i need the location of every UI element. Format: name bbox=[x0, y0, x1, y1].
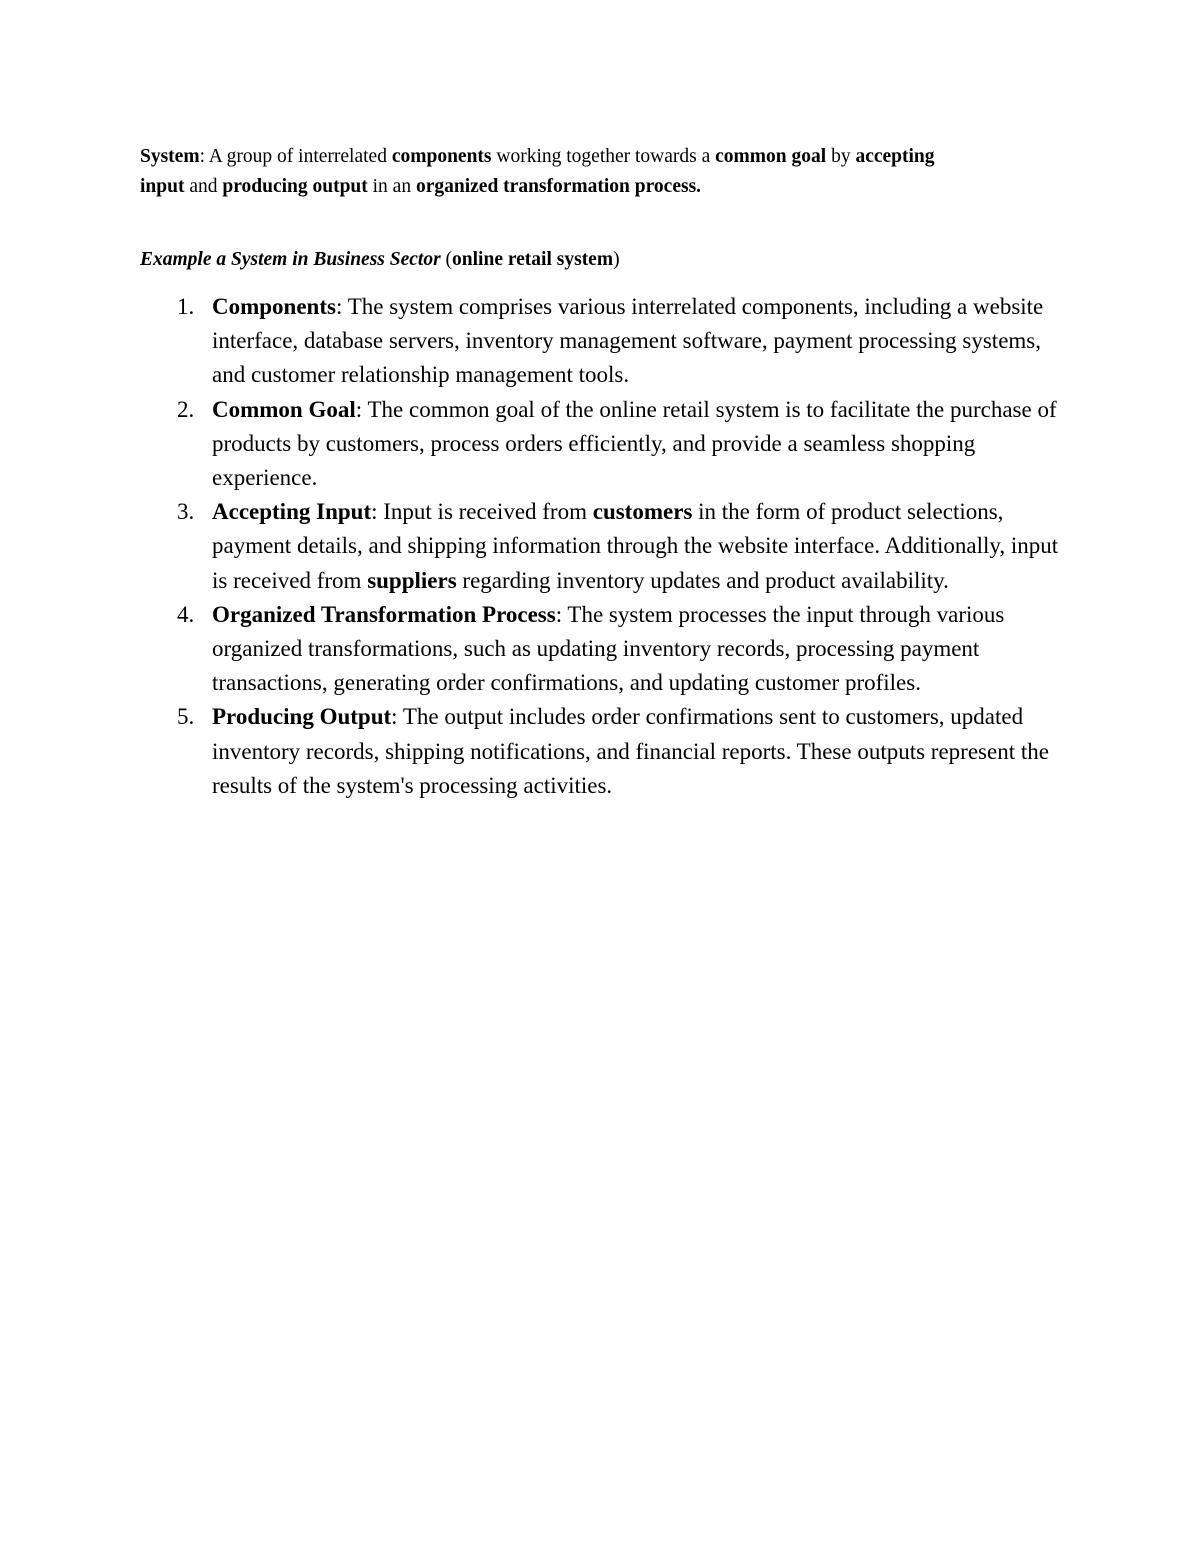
definition-end: . bbox=[696, 175, 702, 197]
example-heading-close: ) bbox=[613, 249, 620, 270]
item-label: Organized Transformation Process bbox=[212, 601, 556, 627]
definition-text: and bbox=[184, 175, 223, 197]
item-text: : Input is received from bbox=[371, 499, 593, 525]
item-label: Producing Output bbox=[212, 704, 392, 730]
definition-text: in an bbox=[367, 175, 416, 197]
list-number: 4. bbox=[177, 601, 195, 627]
list-item-accepting-input bbox=[140, 495, 1060, 598]
list-number: 2. bbox=[177, 396, 195, 422]
list-item-components bbox=[140, 290, 1060, 393]
term-accepting-input: accepting input bbox=[140, 146, 935, 197]
example-heading-bold: online retail system bbox=[452, 249, 614, 270]
term-common-goal: common goal bbox=[715, 146, 827, 167]
term-suppliers: suppliers bbox=[367, 567, 457, 593]
item-text: : The system comprises various interrelated components, including a website interface, database servers, inventory management software, payment processing systems, and customer relationship management tools. bbox=[212, 294, 1044, 388]
list-number: 3. bbox=[177, 499, 195, 525]
example-heading-italic: Example a System in Business Sector bbox=[140, 249, 441, 270]
item-text: : The output includes order confirmations sent to customers, updated inventory records, shipping notifications, and financial reports. These outputs represent the results of the system's processing activities. bbox=[212, 704, 1049, 798]
term-organized-transformation-process: organized transformation process bbox=[415, 175, 697, 197]
term-customers: customers bbox=[592, 499, 693, 525]
term-producing-output: producing output bbox=[222, 175, 368, 197]
list-number: 1. bbox=[177, 294, 195, 319]
system-definition bbox=[140, 142, 940, 201]
system-properties-list bbox=[140, 290, 1060, 803]
list-item-organized-transformation-process bbox=[140, 598, 1060, 701]
item-text: : The common goal of the online retail system is to facilitate the purchase of products by customers, process orders efficiently, and provide a seamless shopping experience. bbox=[212, 396, 1057, 491]
definition-text: working together towards a bbox=[491, 146, 716, 167]
definition-text: by bbox=[826, 146, 856, 167]
list-number: 5. bbox=[177, 704, 195, 730]
item-text: : The system processes the input through various organized transformations, such as updating inventory records, processing payment transactions, generating order confirmations, and updating customer profiles. bbox=[212, 601, 1005, 696]
term-components: components bbox=[391, 146, 492, 167]
item-label: Components bbox=[212, 294, 336, 319]
definition-text: : A group of interrelated bbox=[199, 146, 392, 167]
list-item-common-goal bbox=[140, 393, 1060, 496]
example-heading bbox=[140, 245, 940, 274]
example-heading-open: ( bbox=[440, 249, 453, 270]
list-item-producing-output bbox=[140, 700, 1060, 803]
item-label: Accepting Input bbox=[212, 499, 372, 525]
term-system: System bbox=[140, 146, 200, 167]
item-text: in the form of product selections, payment details, and shipping information through the website interface. Additionally, input is received from bbox=[212, 499, 1059, 593]
item-label: Common Goal bbox=[212, 396, 356, 422]
item-text: regarding inventory updates and product availability. bbox=[456, 567, 949, 593]
